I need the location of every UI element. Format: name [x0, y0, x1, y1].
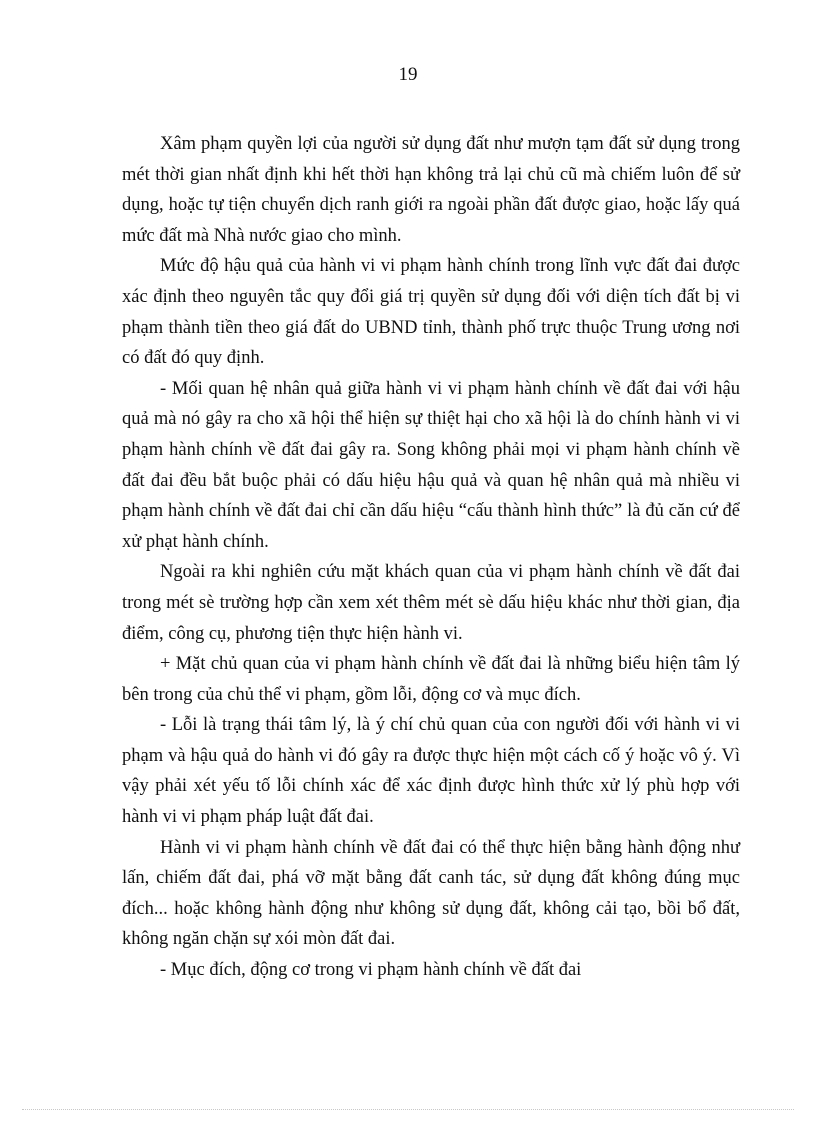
paragraph: - Mối quan hệ nhân quả giữa hành vi vi phạm hành chính về đất đai với hậu quả mà nó gây ra cho xã hội thể hiện sự thiệt hại cho xã hội là do chính hành vi vi phạm hành chính về đất đai gây ra. Song không phải mọi vi phạm hành chính về đất đai đều bắt buộc phải có dấu hiệu hậu quả và quan hệ nhân quả mà nhiều vi phạm hành chính về đất đai chỉ cần dấu hiệu “cấu thành hình thức” là đủ căn cứ để xử phạt hành chính.	[122, 378, 740, 552]
paragraph: Xâm phạm quyền lợi của người sử dụng đất như mượn tạm đất sử dụng trong mét thời gian nhất định khi hết thời hạn không trả lại chủ cũ mà chiếm luôn để sử dụng, hoặc tự tiện chuyển dịch ranh giới ra ngoài phần đất được giao, hoặc lấy quá mức đất mà Nhà nước giao cho mình.	[122, 134, 740, 246]
page-bottom-divider	[22, 1109, 794, 1110]
paragraph: - Mục đích, động cơ trong vi phạm hành chính về đất đai	[160, 960, 582, 981]
paragraph: Mức độ hậu quả của hành vi vi phạm hành chính trong lĩnh vực đất đai được xác định theo nguyên tắc quy đổi giá trị quyền sử dụng đối với diện tích đất bị vi phạm thành tiền theo giá đất do UBND tỉnh, thành phố trực thuộc Trung ương nơi có đất đó quy định.	[122, 256, 740, 369]
paragraph: Ngoài ra khi nghiên cứu mặt khách quan của vi phạm hành chính về đất đai trong mét sè trường hợp cần xem xét thêm mét sè dấu hiệu khác như thời gian, địa điểm, công cụ, phương tiện thực hiện hành vi.	[122, 562, 740, 644]
paragraph: + Mặt chủ quan của vi phạm hành chính về đất đai là những biểu hiện tâm lý bên trong của chủ thể vi phạm, gồm lỗi, động cơ và mục đích.	[122, 654, 740, 705]
paragraph: Hành vi vi phạm hành chính về đất đai có thể thực hiện bằng hành động như lấn, chiếm đất đai, phá vỡ mặt bằng đất canh tác, sử dụng đất không đúng mục đích... hoặc không hành động như không sử dụng đất, không cải tạo, bồi bổ đất, không ngăn chặn sự xói mòn đất đai.	[122, 837, 740, 950]
body-text	[122, 129, 740, 986]
paragraph: - Lỗi là trạng thái tâm lý, là ý chí chủ quan của con người đối với hành vi vi phạm và hậu quả do hành vi đó gây ra được thực hiện một cách cố ý hoặc vô ý. Vì vậy phải xét yếu tố lỗi chính xác để xác định được hình thức xử lý phù hợp với hành vi vi phạm pháp luật đất đai.	[122, 715, 740, 828]
page-number: 19	[398, 64, 418, 85]
